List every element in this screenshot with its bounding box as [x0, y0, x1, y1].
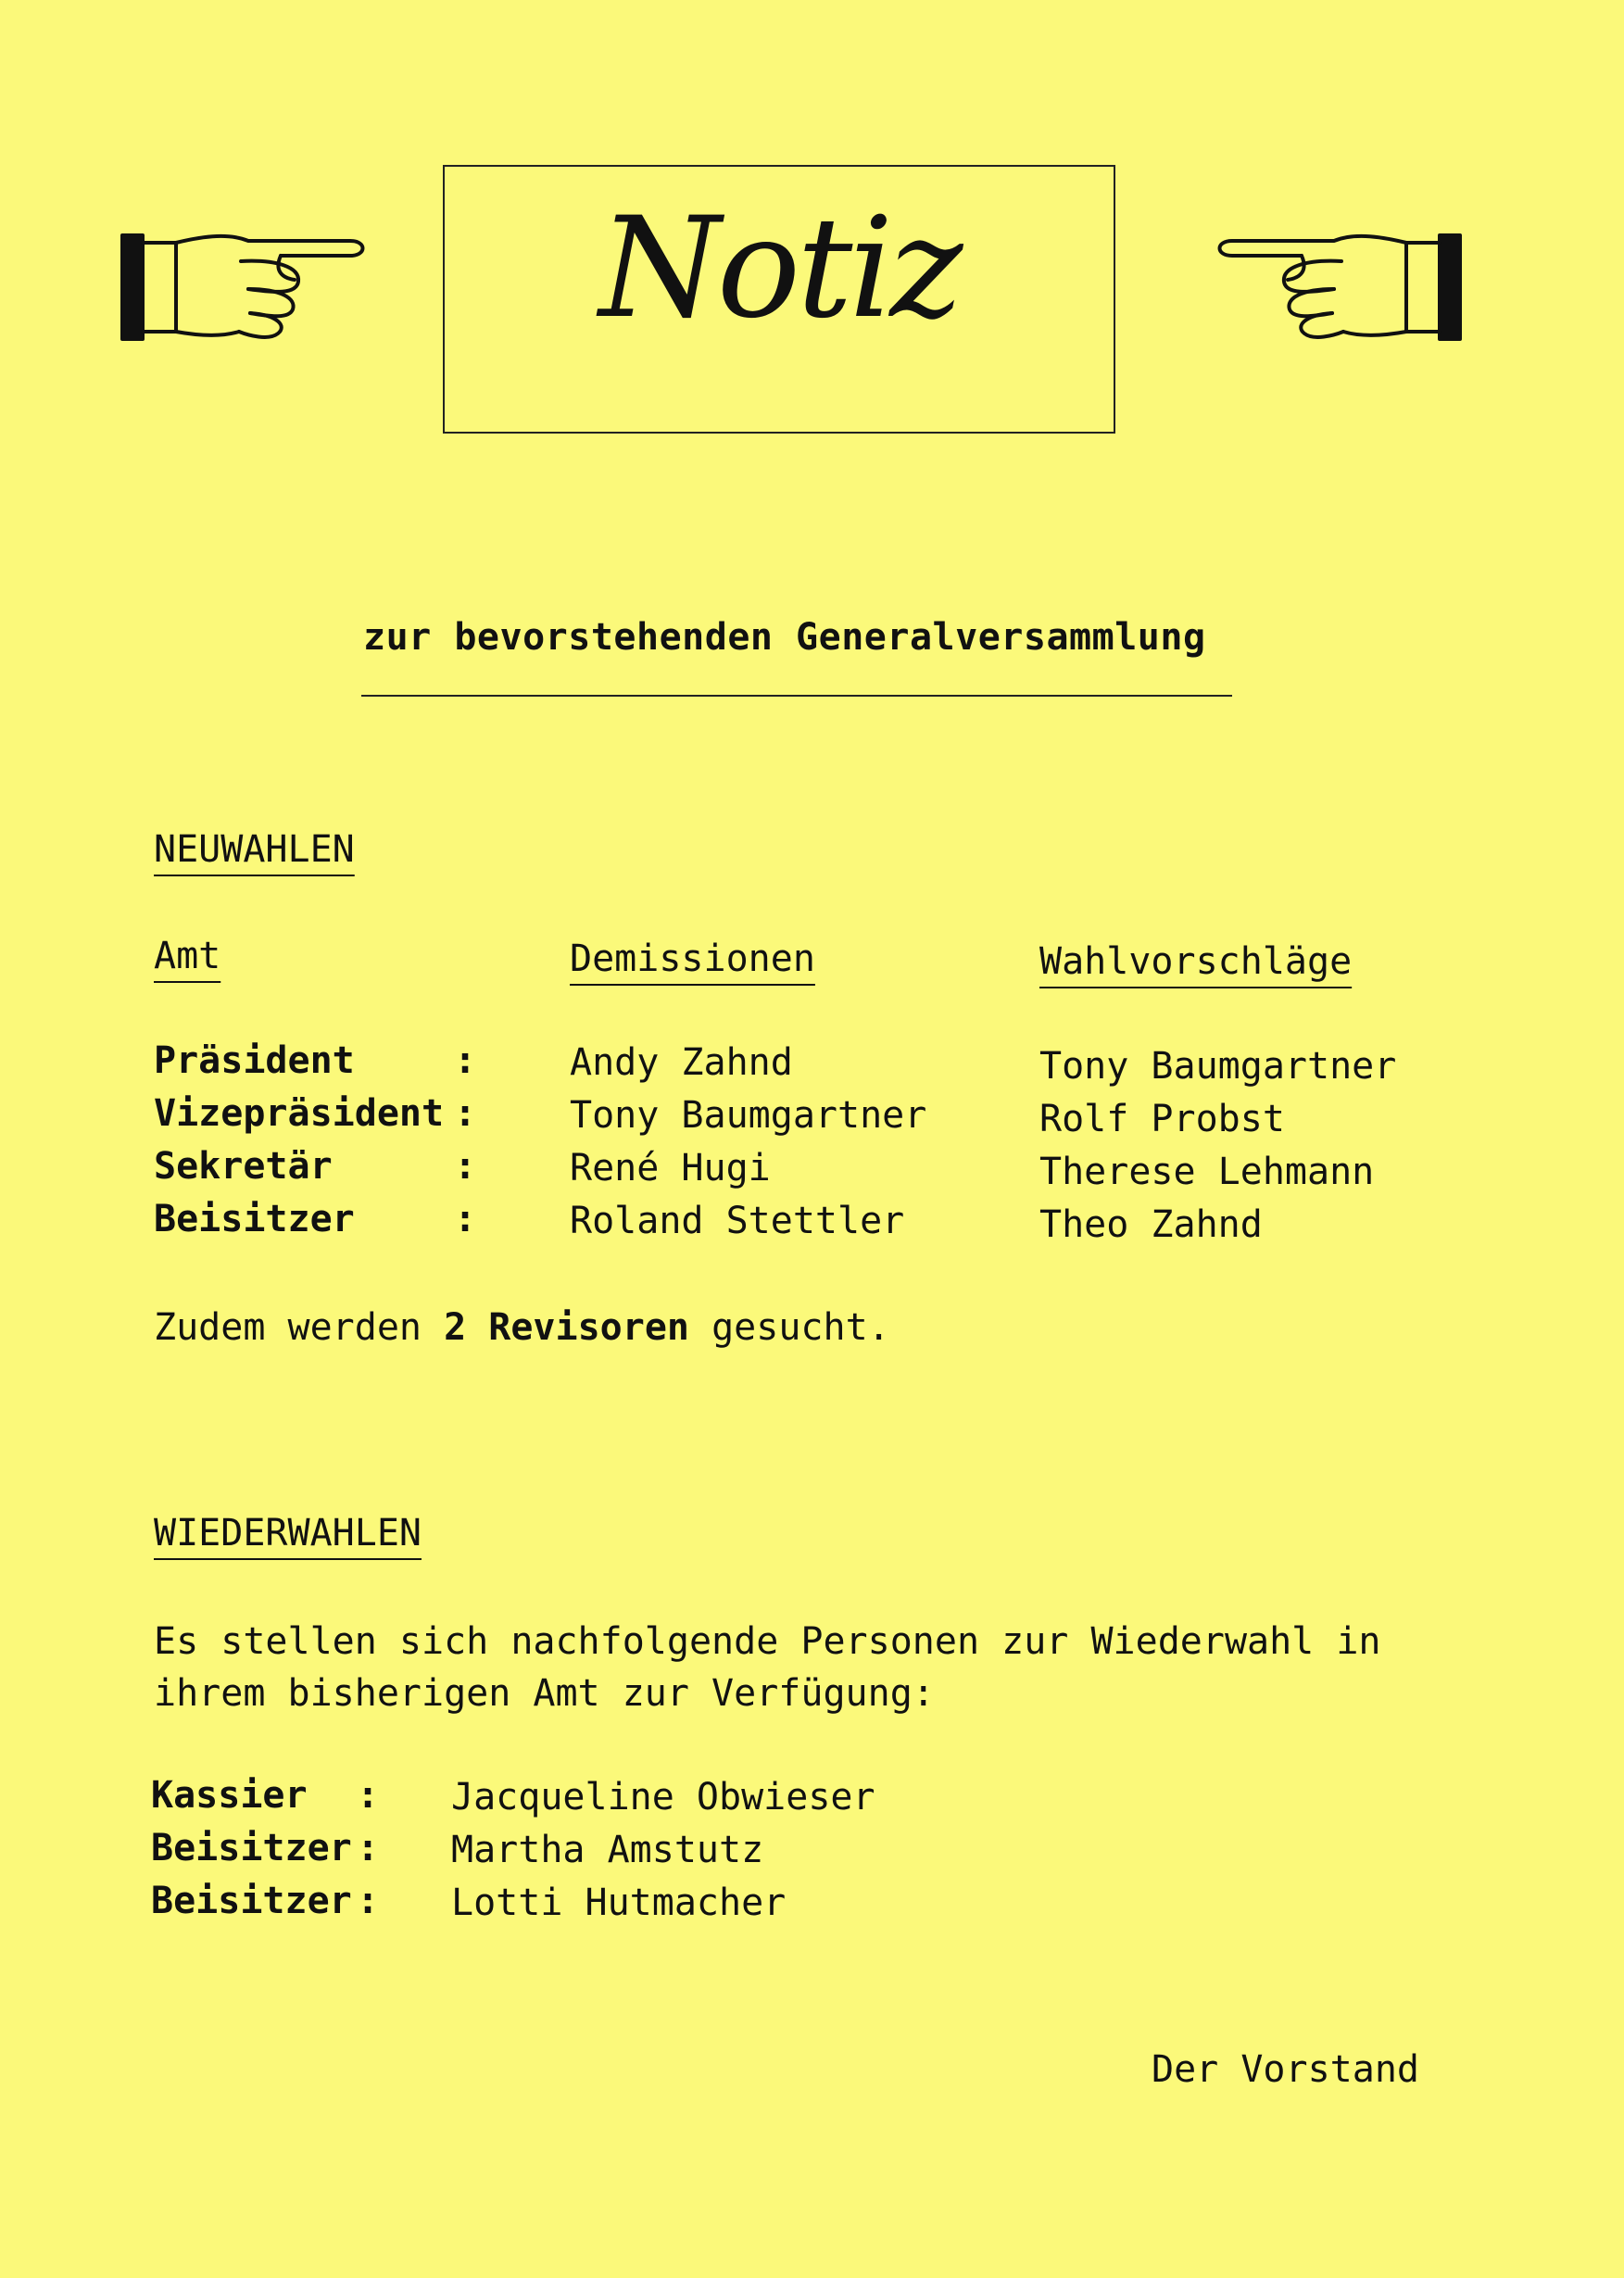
amt-label: Beisitzer — [151, 1880, 352, 1922]
wiederwahl-name: Jacqueline Obwieser — [451, 1776, 875, 1819]
revisoren-note — [154, 1306, 890, 1349]
wiederwahlen-heading: WIEDERWAHLEN — [154, 1512, 422, 1554]
amt-label: Sekretär — [154, 1145, 333, 1188]
revisoren-note-pre: Zudem werden — [154, 1306, 422, 1349]
amt-colon: : — [357, 1774, 380, 1817]
amt-label: Vizepräsident — [154, 1092, 445, 1135]
amt-label: Präsident — [154, 1039, 355, 1082]
column-header-amt: Amt — [154, 935, 221, 977]
amt-colon: : — [454, 1039, 477, 1082]
page-title: Notiz — [598, 188, 960, 349]
wahlvorschlag-name: Therese Lehmann — [1039, 1151, 1375, 1193]
wahlvorschlag-name: Tony Baumgartner — [1039, 1045, 1397, 1088]
demission-name: Tony Baumgartner — [570, 1094, 927, 1137]
subtitle-divider — [361, 695, 1232, 697]
revisoren-note-bold: 2 Revisoren — [444, 1306, 689, 1349]
amt-colon: : — [357, 1880, 380, 1922]
neuwahlen-heading: NEUWAHLEN — [154, 828, 355, 871]
column-header-demissionen: Demissionen — [570, 938, 815, 980]
amt-label: Beisitzer — [154, 1198, 355, 1240]
wiederwahlen-intro-line2: ihrem bisherigen Amt zur Verfügung: — [154, 1672, 935, 1715]
amt-label: Beisitzer — [151, 1827, 352, 1869]
wiederwahl-name: Martha Amstutz — [451, 1829, 764, 1871]
demission-name: René Hugi — [570, 1147, 771, 1189]
revisoren-note-post: gesucht. — [711, 1306, 890, 1349]
amt-colon: : — [454, 1092, 477, 1135]
wahlvorschlag-name: Theo Zahnd — [1039, 1203, 1263, 1246]
amt-colon: : — [357, 1827, 380, 1869]
pointing-hand-right-icon — [119, 222, 378, 361]
demission-name: Roland Stettler — [570, 1200, 905, 1242]
demission-name: Andy Zahnd — [570, 1041, 793, 1084]
amt-colon: : — [454, 1145, 477, 1188]
wiederwahlen-intro-line1: Es stellen sich nachfolgende Personen zur Wiederwahl in — [154, 1620, 1381, 1663]
wiederwahl-name: Lotti Hutmacher — [451, 1882, 787, 1924]
signature: Der Vorstand — [1152, 2048, 1419, 2091]
amt-colon: : — [454, 1198, 477, 1240]
wahlvorschlag-name: Rolf Probst — [1039, 1098, 1285, 1140]
subtitle: zur bevorstehenden Generalversammlung — [363, 616, 1206, 659]
column-header-wahlvorschlaege: Wahlvorschläge — [1039, 940, 1353, 983]
pointing-hand-left-icon — [1204, 222, 1464, 361]
amt-label: Kassier — [151, 1774, 308, 1817]
